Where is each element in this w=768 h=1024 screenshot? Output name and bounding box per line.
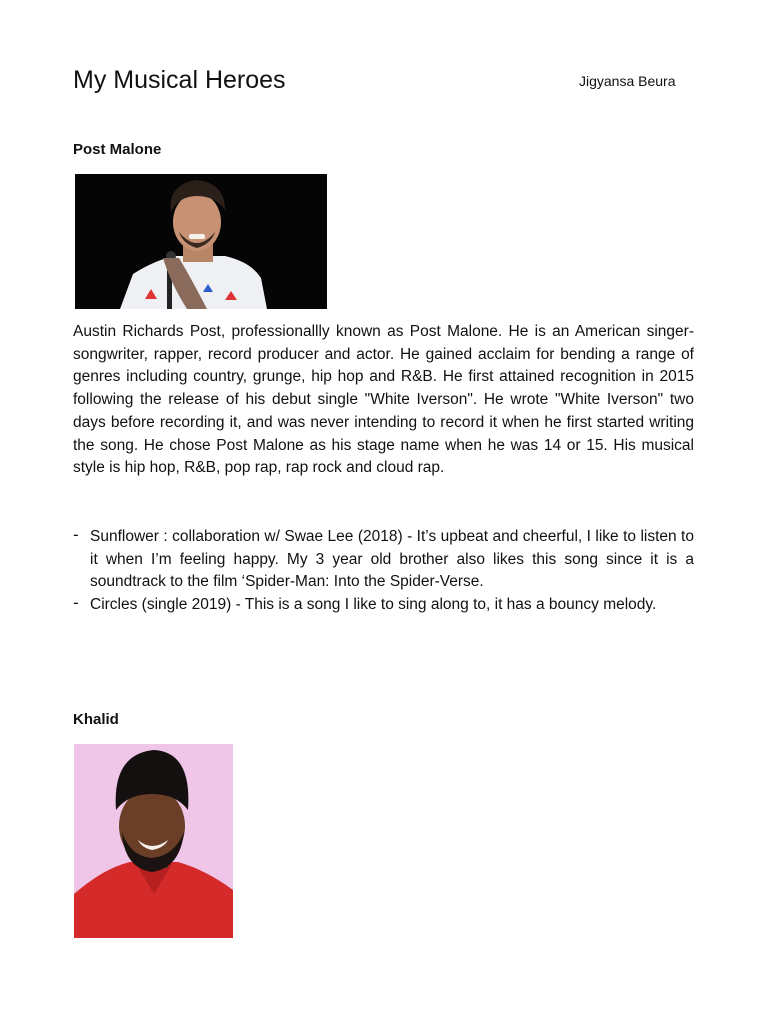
section-heading-post-malone: Post Malone bbox=[73, 141, 162, 158]
list-item bbox=[73, 594, 694, 617]
author-name: Jigyansa Beura bbox=[579, 73, 676, 89]
post-malone-song-list bbox=[73, 526, 694, 617]
post-malone-photo bbox=[75, 174, 327, 309]
post-malone-bio: Austin Richards Post, professionallly known as Post Malone. He is an American singer-songwriter, rapper, record producer and actor. He gained acclaim for bending a range of genres including country, grunge, hip hop and R&B. He first attained recognition in 2015 following the release of his debut single "White Iverson". He wrote "White Iverson" two days before recording it, and was never intending to record it when he first started writing the song. He chose Post Malone as his stage name when he was 14 or 15. His musical style is hip hop, R&B, pop rap, rap rock and cloud rap. bbox=[73, 323, 694, 477]
bullet-dash: - bbox=[73, 593, 79, 613]
bullet-dash: - bbox=[73, 525, 79, 544]
song-text-sunflower: Sunflower : collaboration w/ Swae Lee (2018) - It’s upbeat and cheerful, I like to listen to it when I’m feeling happy. My 3 year old brother also likes this song since it is a soundtrack to the film ‘Spider-Man: Into the Spider-Verse. bbox=[90, 528, 694, 591]
list-item bbox=[73, 526, 694, 594]
khalid-photo bbox=[74, 744, 233, 938]
document-title: My Musical Heroes bbox=[73, 66, 286, 94]
section-heading-khalid: Khalid bbox=[73, 711, 119, 728]
song-text-circles: Circles (single 2019) - This is a song I like to sing along to, it has a bouncy melody. bbox=[90, 596, 657, 614]
